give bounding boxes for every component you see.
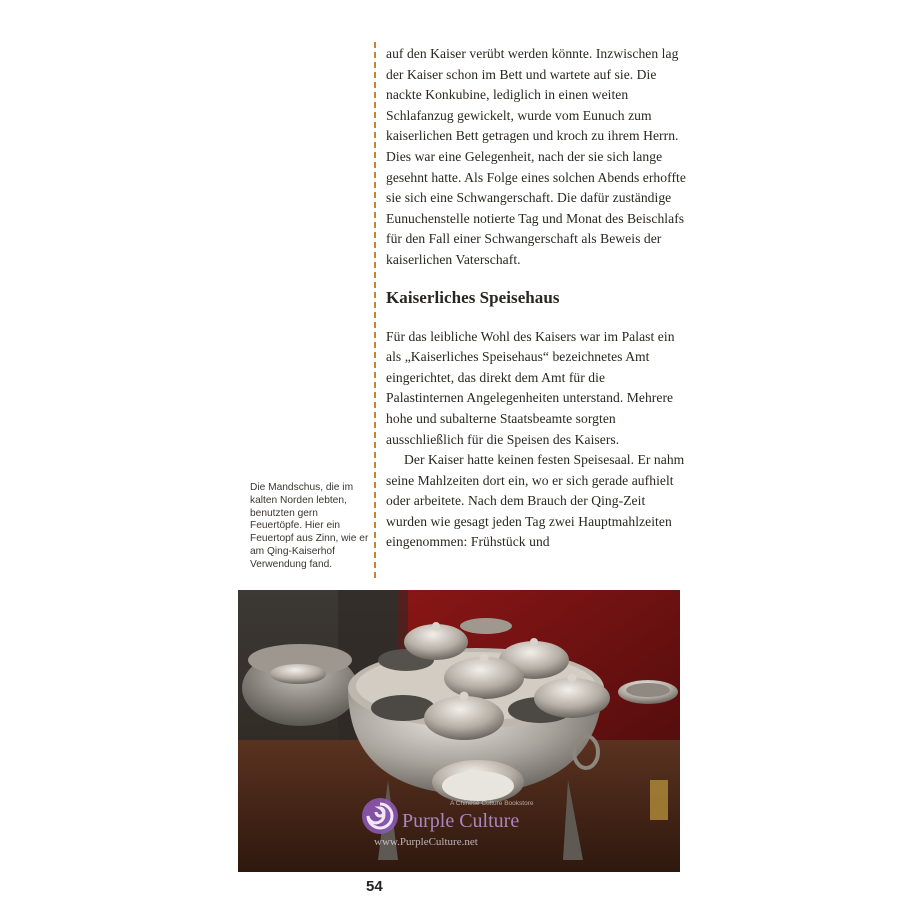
watermark-tagline: A Chinese Culture Bookstore bbox=[450, 800, 534, 807]
paragraph-continued: auf den Kaiser verübt werden könnte. Inzwischen lag der Kaiser schon im Bett und wartete auf sie. Die nackte Konkubine, lediglich in einen weiten Schlafanzug gewickelt, wurde vom Eunuch zum kaiserlichen Bett getragen und kroch zu ihrem Herrn. Dies war eine Gelegenheit, nach der sie sich lange gesehnt hatte. Als Folge eines solchen Abends erhoffte sie sich eine Schwangerschaft. Die dafür zuständige Eunuchenstelle notierte Tag und Monat des Beischlafs für den Fall einer Schwangerschaft als Beweis der kaiserlichen Vaterschaft. bbox=[386, 46, 686, 267]
watermark-brand: Purple Culture bbox=[402, 810, 520, 832]
purple-culture-swirl-logo-icon bbox=[360, 796, 400, 836]
watermark-url: www.PurpleCulture.net bbox=[374, 836, 478, 848]
section-heading: Kaiserliches Speisehaus bbox=[386, 287, 560, 307]
photo-caption: Die Mandschus, die im kalten Norden lebten, benutzten gern Feuertöpfe. Hier ein Feuertopf aus Zinn, wie er am Qing-Kaiserhof Verwendung fand. bbox=[250, 482, 369, 570]
page-number: 54 bbox=[366, 878, 383, 895]
paragraph-speisesaal: Der Kaiser hatte keinen festen Speisesaal. Er nahm seine Mahlzeiten dort ein, wo er sich gerade aufhielt oder arbeitete. Nach dem Brauch der Qing-Zeit wurden wie gesagt jeden Tag zwei Hauptmahlzeiten eingenommen: Frühstück und bbox=[386, 452, 685, 550]
watermark bbox=[360, 794, 560, 854]
dashed-column-rule bbox=[374, 42, 376, 578]
main-text-column bbox=[386, 44, 686, 553]
paragraph-speisehaus: Für das leibliche Wohl des Kaisers war im Palast ein als „Kaiserliches Speisehaus“ bezeichnetes Amt eingerichtet, das direkt dem Amt für die Palastinternen Angelegenheiten unterstand. Mehrere hohe und subalterne Staatsbeamte sorgten ausschließlich für die Speisen des Kaisers. bbox=[386, 328, 675, 447]
